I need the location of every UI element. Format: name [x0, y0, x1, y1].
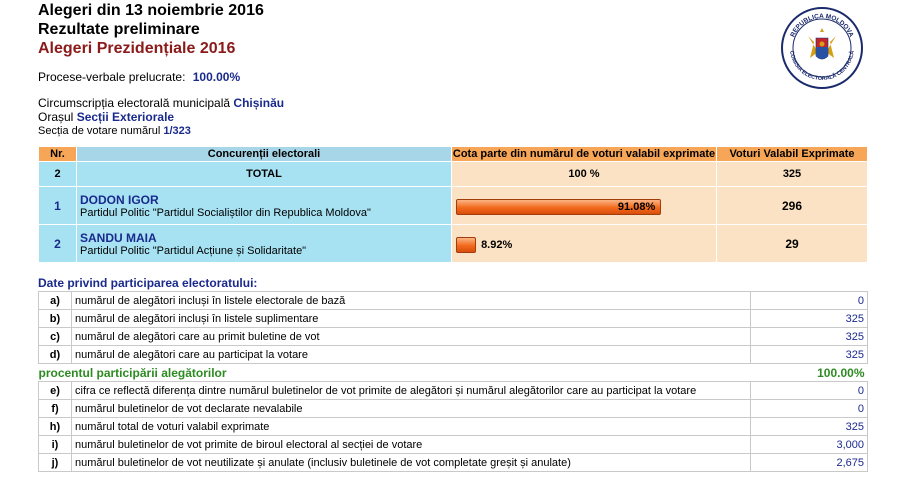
page-title: Alegeri din 13 noiembrie 2016	[38, 2, 264, 19]
row-text: numărul de alegători incluși în listele electorale de bază	[72, 292, 751, 310]
participation-row	[39, 292, 868, 310]
row-value: 325	[751, 328, 868, 346]
col-share: Cota parte din numărul de voturi valabil exprimate	[452, 148, 716, 160]
row-text: numărul buletinelor de vot declarate nevalabile	[72, 400, 751, 418]
candidate-info	[77, 187, 452, 225]
row-letter: e)	[39, 382, 72, 400]
share-label: 91.08%	[617, 200, 656, 213]
row-letter: f)	[39, 400, 72, 418]
candidate-share	[452, 187, 717, 225]
city-label: Orașul	[38, 110, 74, 124]
election-title: Alegeri Prezidențiale 2016	[38, 40, 236, 57]
candidate-nr: 2	[39, 225, 77, 263]
total-label: TOTAL	[77, 162, 452, 187]
candidate-share	[452, 225, 717, 263]
row-letter: i)	[39, 436, 72, 454]
row-value: 0	[751, 382, 868, 400]
participation-row	[39, 418, 868, 436]
section-label: Secția de votare numărul	[38, 125, 161, 137]
row-letter: d)	[39, 346, 72, 364]
participation-row	[39, 400, 868, 418]
circ-label: Circumscripția electorală municipală	[38, 96, 231, 110]
processed-reports-value: 100.00%	[192, 70, 241, 84]
participation-row	[39, 382, 868, 400]
candidate-votes: 296	[717, 187, 868, 225]
row-letter: j)	[39, 454, 72, 472]
row-value: 0	[751, 400, 868, 418]
col-votes: Voturi Valabil Exprimate	[717, 147, 868, 162]
total-nr: 2	[39, 162, 77, 187]
candidate-name: SANDU MAIA	[80, 230, 157, 245]
results-table	[38, 146, 868, 263]
row-letter: b)	[39, 310, 72, 328]
page-subtitle: Rezultate preliminare	[38, 21, 200, 38]
share-label: 8.92%	[481, 238, 513, 251]
candidate-info	[77, 225, 452, 263]
turnout-row	[39, 364, 868, 382]
processed-reports-label: Procese-verbale prelucrate:	[38, 70, 186, 84]
participation-row	[39, 310, 868, 328]
processed-reports	[38, 70, 240, 84]
col-candidates: Concurenții electorali	[77, 147, 452, 162]
row-value: 0	[751, 292, 868, 310]
results-header-row	[39, 147, 868, 162]
row-value: 2,675	[751, 454, 868, 472]
cec-seal-logo	[780, 6, 864, 90]
row-text: numărul de alegători care au primit buletine de vot	[72, 328, 751, 346]
participation-row	[39, 436, 868, 454]
turnout-value: 100.00%	[817, 365, 865, 380]
seal-text-bottom: COMISIA ELECTORALĂ CENTRALĂ	[788, 50, 856, 83]
row-letter: a)	[39, 292, 72, 310]
candidate-nr: 1	[39, 187, 77, 225]
candidate-party: Partidul Politic "Partidul Socialiștilor din Republica Moldova"	[80, 206, 371, 219]
circ-name: Chișinău	[233, 96, 285, 110]
share-bar	[456, 237, 476, 253]
row-value: 325	[751, 346, 868, 364]
row-text: cifra ce reflectă diferența dintre numărul buletinelor de vot primite de alegători și numărul alegătorilor care au participat la votare	[72, 382, 751, 400]
participation-row	[39, 346, 868, 364]
row-letter: c)	[39, 328, 72, 346]
total-pct: 100 %	[452, 162, 717, 187]
row-value: 325	[751, 418, 868, 436]
seal-text-top: REPUBLICA MOLDOVA	[789, 12, 855, 39]
turnout-label: procentul participării alegătorilor	[38, 365, 227, 380]
row-letter: h)	[39, 418, 72, 436]
row-text: numărul buletinelor de vot neutilizate și anulate (inclusiv buletinele de vot completate greșit și anulate)	[72, 454, 751, 472]
col-nr: Nr.	[39, 147, 77, 162]
row-text: numărul de alegători incluși în listele suplimentare	[72, 310, 751, 328]
participation-row	[39, 454, 868, 472]
candidate-votes: 29	[717, 225, 868, 263]
candidate-name: DODON IGOR	[80, 192, 159, 207]
row-text: numărul buletinelor de vot primite de biroul electoral al secției de votare	[72, 436, 751, 454]
circumscription-info	[38, 96, 284, 138]
participation-title: Date privind participarea electoratului:	[38, 276, 258, 290]
row-text: numărul total de voturi valabil exprimate	[72, 418, 751, 436]
candidate-row	[39, 187, 868, 225]
row-value: 3,000	[751, 436, 868, 454]
participation-table	[38, 291, 868, 472]
total-row	[39, 162, 868, 187]
section-number: 1/323	[163, 125, 191, 137]
total-votes: 325	[717, 162, 868, 187]
participation-row	[39, 328, 868, 346]
candidate-row	[39, 225, 868, 263]
city-name: Secții Exteriorale	[76, 110, 175, 124]
row-value: 325	[751, 310, 868, 328]
candidate-party: Partidul Politic "Partidul Acțiune și Solidaritate"	[80, 244, 307, 257]
row-text: numărul de alegători care au participat la votare	[72, 346, 751, 364]
